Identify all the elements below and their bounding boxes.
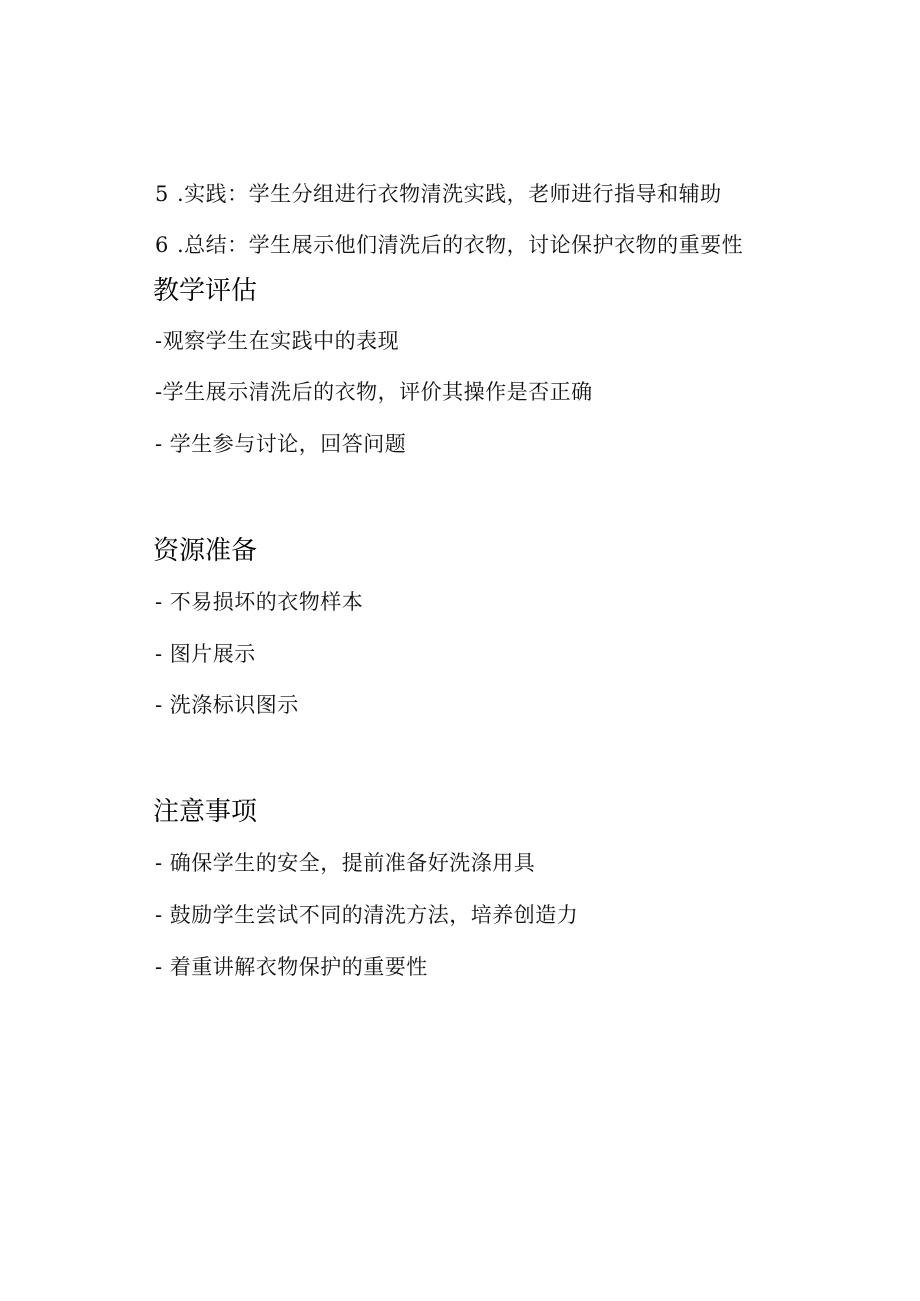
step-text: .实践：学生分组进行衣物清洗实践，老师进行指导和辅助 bbox=[177, 182, 722, 206]
evaluation-item: -观察学生在实践中的表现 bbox=[155, 329, 400, 353]
resource-item: - 洗涤标识图示 bbox=[155, 693, 299, 717]
section-heading-evaluation: 教学评估 bbox=[153, 276, 258, 306]
resource-item: - 不易损坏的衣物样本 bbox=[155, 590, 364, 614]
evaluation-item: - 学生参与讨论，回答问题 bbox=[155, 432, 407, 456]
note-item: - 确保学生的安全，提前准备好洗涤用具 bbox=[155, 851, 536, 875]
section-heading-resources: 资源准备 bbox=[153, 536, 258, 566]
step-number: 5 bbox=[155, 182, 169, 206]
step-item-5 bbox=[155, 180, 722, 208]
note-item: - 鼓励学生尝试不同的清洗方法，培养创造力 bbox=[155, 903, 579, 927]
step-item-6 bbox=[155, 231, 743, 259]
note-item: - 着重讲解衣物保护的重要性 bbox=[155, 955, 428, 979]
evaluation-item: -学生展示清洗后的衣物，评价其操作是否正确 bbox=[155, 380, 593, 404]
step-number: 6 bbox=[155, 233, 169, 257]
section-heading-notes: 注意事项 bbox=[153, 797, 258, 827]
step-text: .总结：学生展示他们清洗后的衣物，讨论保护衣物的重要性 bbox=[177, 233, 744, 257]
resource-item: - 图片展示 bbox=[155, 642, 256, 666]
